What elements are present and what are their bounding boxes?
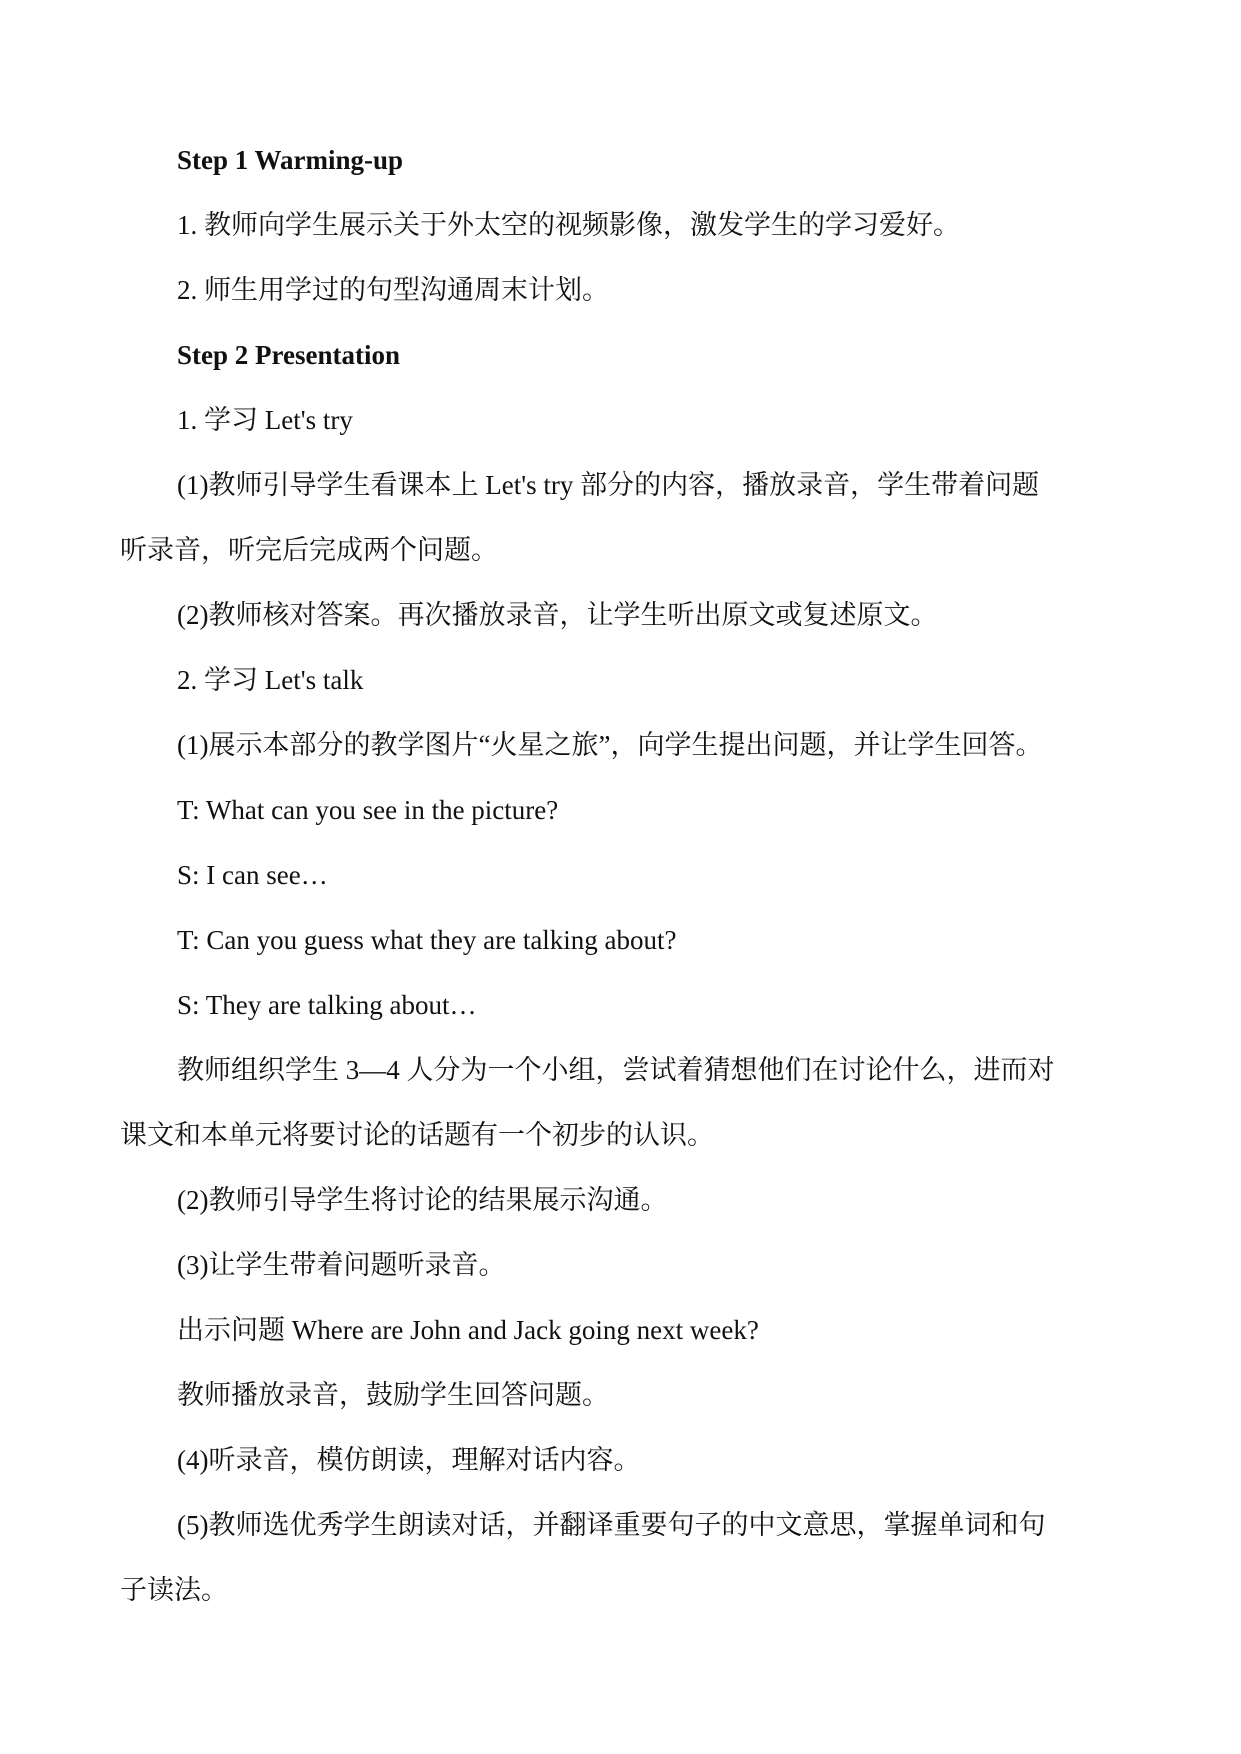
step2-item-2-sub-5-line-2: 子读法。 bbox=[120, 1575, 228, 1605]
step2-item-1-sub-1-line-1: (1)教师引导学生看课本上 Let's try 部分的内容，播放录音，学生带着问题 bbox=[177, 470, 1040, 500]
step2-item-2: 2. 学习 Let's talk bbox=[177, 665, 364, 695]
step2-item-1-sub-1-line-2: 听录音，听完后完成两个问题。 bbox=[120, 535, 498, 565]
step2-item-2-sub-5-line-1: (5)教师选优秀学生朗读对话，并翻译重要句子的中文意思，掌握单词和句 bbox=[177, 1510, 1046, 1540]
step1-item-1: 1. 教师向学生展示关于外太空的视频影像，激发学生的学习爱好。 bbox=[177, 210, 960, 240]
dialogue-line-1: T: What can you see in the picture? bbox=[177, 795, 559, 825]
step2-heading: Step 2 Presentation bbox=[177, 340, 400, 370]
group-activity-line-1: 教师组织学生 3—4 人分为一个小组，尝试着猜想他们在讨论什么，进而对 bbox=[177, 1055, 1055, 1085]
step2-item-2-sub-4: (4)听录音，模仿朗读，理解对话内容。 bbox=[177, 1445, 641, 1475]
step1-item-2: 2. 师生用学过的句型沟通周末计划。 bbox=[177, 275, 609, 305]
step1-heading: Step 1 Warming-up bbox=[177, 145, 404, 175]
question-prompt: 出示问题 Where are John and Jack going next week? bbox=[177, 1315, 759, 1345]
dialogue-line-2: S: I can see… bbox=[177, 860, 328, 890]
step2-item-2-sub-3: (3)让学生带着问题听录音。 bbox=[177, 1250, 506, 1280]
step2-item-2-sub-1: (1)展示本部分的教学图片“火星之旅”，向学生提出问题，并让学生回答。 bbox=[177, 730, 1043, 760]
group-activity-line-2: 课文和本单元将要讨论的话题有一个初步的认识。 bbox=[120, 1120, 714, 1150]
dialogue-line-4: S: They are talking about… bbox=[177, 990, 477, 1020]
step2-item-1-sub-2: (2)教师核对答案。再次播放录音，让学生听出原文或复述原文。 bbox=[177, 600, 938, 630]
step2-item-2-sub-2: (2)教师引导学生将讨论的结果展示沟通。 bbox=[177, 1185, 668, 1215]
step2-item-1: 1. 学习 Let's try bbox=[177, 405, 353, 435]
dialogue-line-3: T: Can you guess what they are talking about? bbox=[177, 925, 677, 955]
play-recording-line: 教师播放录音，鼓励学生回答问题。 bbox=[177, 1380, 609, 1410]
document-body bbox=[120, 128, 1130, 1623]
